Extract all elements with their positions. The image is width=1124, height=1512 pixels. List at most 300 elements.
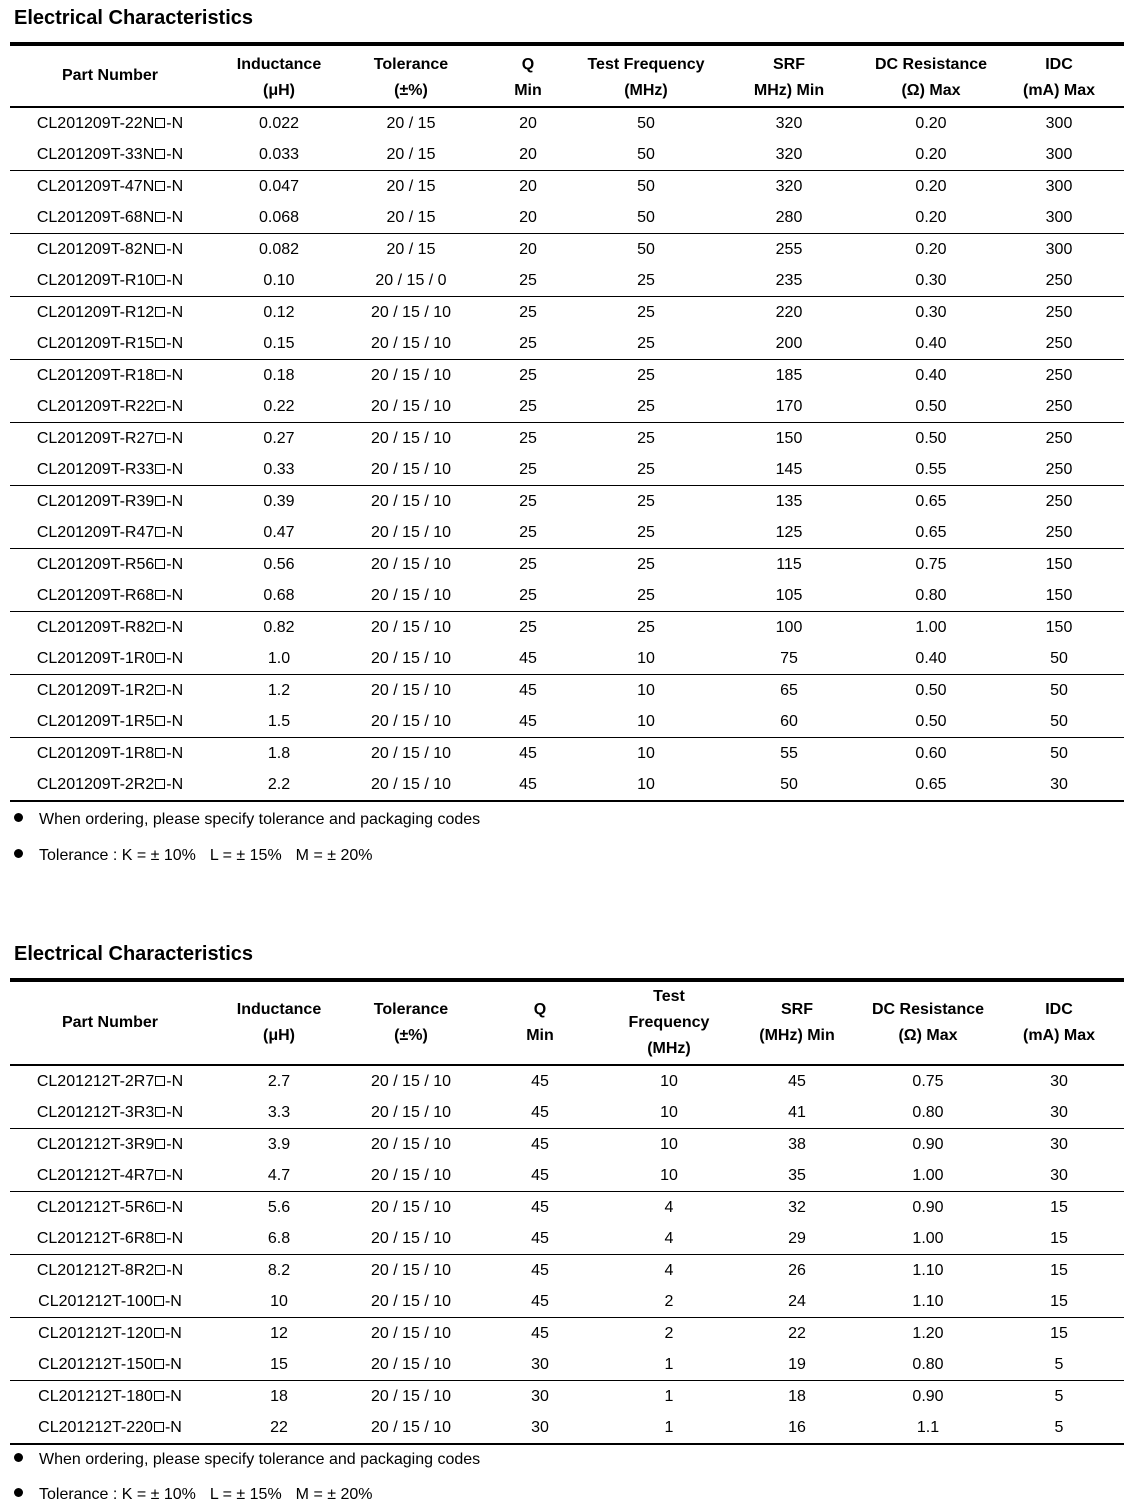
cell-tolerance: 20 / 15 / 10 bbox=[370, 712, 452, 730]
cell-dcr: 0.80 bbox=[912, 1355, 944, 1373]
table-row bbox=[10, 486, 1124, 518]
cell-dcr: 1.00 bbox=[912, 1229, 944, 1247]
cell-tolerance: 20 / 15 / 10 bbox=[370, 1355, 452, 1373]
cell-part-number: CL201209T-R18 -N bbox=[10, 360, 210, 392]
table-row bbox=[10, 1192, 1124, 1224]
cell-inductance: 0.047 bbox=[210, 171, 348, 203]
cell-tolerance: 20 / 15 bbox=[386, 145, 436, 163]
cell-q: 25 bbox=[474, 486, 582, 518]
cell-freq: 50 bbox=[582, 234, 710, 266]
cell-dcr: 1.20 bbox=[862, 1318, 994, 1350]
header-test-frequency-unit: (MHz) bbox=[582, 78, 710, 107]
cell-idc: 250 bbox=[994, 360, 1124, 392]
cell-part-number: CL201209T-1R0 -N bbox=[36, 649, 184, 667]
header-test-frequency: Test Frequency (MHz) bbox=[606, 980, 732, 1065]
table-row bbox=[10, 1349, 1124, 1381]
cell-srf: 18 bbox=[732, 1381, 862, 1413]
tolerance-code-box-icon bbox=[155, 496, 165, 506]
cell-dcr: 0.20 bbox=[915, 114, 947, 132]
cell-srf: 22 bbox=[732, 1318, 862, 1350]
cell-tolerance: 20 / 15 / 0 bbox=[375, 271, 447, 289]
cell-tolerance: 20 / 15 / 10 bbox=[370, 649, 452, 667]
cell-q: 20 bbox=[519, 114, 537, 132]
tolerance-code-box-icon bbox=[155, 716, 165, 726]
table-row bbox=[10, 1286, 1124, 1318]
tolerance-code-box-icon bbox=[155, 118, 165, 128]
cell-dcr: 1.1 bbox=[916, 1418, 940, 1436]
cell-dcr: 1.10 bbox=[862, 1255, 994, 1287]
tolerance-code-box-icon bbox=[155, 559, 165, 569]
table-row bbox=[10, 1065, 1124, 1097]
cell-dcr: 0.75 bbox=[868, 549, 994, 581]
cell-q: 30 bbox=[531, 1355, 549, 1373]
tolerance-code-box-icon bbox=[155, 370, 165, 380]
cell-srf: 16 bbox=[788, 1418, 806, 1436]
electrical-characteristics-table bbox=[10, 978, 1124, 1445]
cell-inductance: 3.9 bbox=[210, 1129, 348, 1161]
cell-srf: 19 bbox=[788, 1355, 806, 1373]
cell-idc: 300 bbox=[1045, 208, 1073, 226]
cell-idc: 15 bbox=[1050, 1229, 1068, 1247]
cell-inductance: 0.27 bbox=[210, 423, 348, 455]
cell-inductance: 5.6 bbox=[210, 1192, 348, 1224]
cell-inductance: 0.10 bbox=[263, 271, 295, 289]
cell-dcr: 0.20 bbox=[915, 145, 947, 163]
cell-tolerance: 20 / 15 / 10 bbox=[348, 1318, 474, 1350]
cell-dcr: 0.90 bbox=[862, 1381, 994, 1413]
cell-srf: 60 bbox=[780, 712, 798, 730]
note-tolerance: Tolerance : K = ± 10% L = ± 15% M = ± 20% bbox=[14, 1485, 372, 1505]
cell-part-number: CL201212T-120 -N bbox=[10, 1318, 210, 1350]
cell-q: 45 bbox=[519, 775, 537, 793]
cell-q: 45 bbox=[474, 675, 582, 707]
table-row bbox=[10, 265, 1124, 297]
cell-part-number: CL201212T-3R3 -N bbox=[36, 1103, 184, 1121]
cell-tolerance: 20 / 15 / 10 bbox=[370, 397, 452, 415]
cell-tolerance: 20 / 15 / 10 bbox=[348, 738, 474, 770]
cell-tolerance: 20 / 15 / 10 bbox=[348, 1192, 474, 1224]
tolerance-code-box-icon bbox=[155, 685, 165, 695]
cell-tolerance: 20 / 15 bbox=[386, 208, 436, 226]
cell-idc: 15 bbox=[1050, 1292, 1068, 1310]
cell-dcr: 0.55 bbox=[915, 460, 947, 478]
cell-q: 25 bbox=[474, 423, 582, 455]
bullet-icon bbox=[14, 813, 23, 822]
cell-freq: 2 bbox=[664, 1292, 674, 1310]
table-row bbox=[10, 107, 1124, 139]
cell-idc: 150 bbox=[994, 549, 1124, 581]
table-row bbox=[10, 1223, 1124, 1255]
cell-inductance: 2.7 bbox=[267, 1072, 291, 1090]
tolerance-code-box-icon bbox=[155, 338, 165, 348]
cell-srf: 145 bbox=[775, 460, 803, 478]
cell-freq: 25 bbox=[582, 297, 710, 329]
tolerance-code-box-icon bbox=[154, 1296, 164, 1306]
cell-idc: 30 bbox=[994, 1129, 1124, 1161]
table-body bbox=[10, 1065, 1124, 1444]
cell-tolerance: 20 / 15 / 10 bbox=[370, 1292, 452, 1310]
cell-tolerance: 20 / 15 / 10 bbox=[370, 460, 452, 478]
cell-inductance: 0.033 bbox=[258, 145, 300, 163]
cell-srf: 135 bbox=[710, 486, 868, 518]
cell-freq: 25 bbox=[637, 334, 655, 352]
cell-inductance: 15 bbox=[270, 1355, 288, 1373]
cell-tolerance: 20 / 15 / 10 bbox=[348, 1255, 474, 1287]
cell-srf: 320 bbox=[775, 145, 803, 163]
table-row bbox=[10, 1255, 1124, 1287]
cell-part-number: CL201209T-R82 -N bbox=[10, 612, 210, 644]
tolerance-code-box-icon bbox=[155, 244, 165, 254]
cell-part-number: CL201212T-5R6 -N bbox=[10, 1192, 210, 1224]
cell-idc: 5 bbox=[1054, 1418, 1064, 1436]
cell-inductance: 8.2 bbox=[210, 1255, 348, 1287]
cell-inductance: 0.56 bbox=[210, 549, 348, 581]
cell-freq: 1 bbox=[606, 1381, 732, 1413]
cell-freq: 10 bbox=[582, 738, 710, 770]
cell-q: 25 bbox=[519, 397, 537, 415]
cell-inductance: 4.7 bbox=[267, 1166, 291, 1184]
cell-q: 45 bbox=[519, 649, 537, 667]
cell-srf: 65 bbox=[710, 675, 868, 707]
cell-inductance: 0.82 bbox=[210, 612, 348, 644]
cell-srf: 55 bbox=[710, 738, 868, 770]
cell-q: 45 bbox=[474, 1192, 606, 1224]
cell-idc: 15 bbox=[994, 1318, 1124, 1350]
cell-tolerance: 20 / 15 / 10 bbox=[370, 1418, 452, 1436]
tolerance-code-box-icon bbox=[155, 1170, 165, 1180]
cell-part-number: CL201209T-R56 -N bbox=[10, 549, 210, 581]
cell-freq: 50 bbox=[637, 145, 655, 163]
cell-srf: 35 bbox=[788, 1166, 806, 1184]
cell-tolerance: 20 / 15 / 10 bbox=[348, 297, 474, 329]
cell-inductance: 0.47 bbox=[263, 523, 295, 541]
cell-part-number: CL201209T-82N -N bbox=[10, 234, 210, 266]
table-row bbox=[10, 1160, 1124, 1192]
cell-dcr: 1.10 bbox=[912, 1292, 944, 1310]
cell-part-number: CL201209T-R39 -N bbox=[10, 486, 210, 518]
cell-q: 45 bbox=[531, 1166, 549, 1184]
cell-freq: 4 bbox=[606, 1192, 732, 1224]
tolerance-code-box-icon bbox=[155, 212, 165, 222]
cell-part-number: CL201209T-R10 -N bbox=[36, 271, 184, 289]
tolerance-code-box-icon bbox=[155, 1202, 165, 1212]
table-row bbox=[10, 706, 1124, 738]
cell-inductance: 1.0 bbox=[267, 649, 291, 667]
cell-dcr: 0.80 bbox=[915, 586, 947, 604]
cell-freq: 25 bbox=[582, 423, 710, 455]
cell-idc: 30 bbox=[1050, 775, 1068, 793]
cell-q: 45 bbox=[474, 1129, 606, 1161]
table-row bbox=[10, 139, 1124, 171]
table-body bbox=[10, 107, 1124, 801]
tolerance-code-box-icon bbox=[155, 622, 165, 632]
cell-idc: 50 bbox=[1050, 649, 1068, 667]
cell-srf: 185 bbox=[710, 360, 868, 392]
cell-srf: 32 bbox=[732, 1192, 862, 1224]
tolerance-code-box-icon bbox=[155, 1076, 165, 1086]
cell-dcr: 0.20 bbox=[915, 208, 947, 226]
cell-dcr: 0.65 bbox=[868, 486, 994, 518]
cell-freq: 1 bbox=[664, 1418, 674, 1436]
cell-srf: 41 bbox=[788, 1103, 806, 1121]
cell-tolerance: 20 / 15 / 10 bbox=[370, 334, 452, 352]
cell-tolerance: 20 / 15 / 10 bbox=[370, 1072, 452, 1090]
cell-idc: 30 bbox=[1050, 1103, 1068, 1121]
cell-q: 20 bbox=[474, 171, 582, 203]
cell-dcr: 0.40 bbox=[868, 360, 994, 392]
header-part-number: Part Number bbox=[10, 980, 210, 1065]
cell-part-number: CL201212T-8R2 -N bbox=[10, 1255, 210, 1287]
header-test-frequency: Test Frequency bbox=[587, 56, 705, 73]
cell-tolerance: 20 / 15 / 10 bbox=[370, 1229, 452, 1247]
cell-q: 25 bbox=[519, 460, 537, 478]
cell-idc: 250 bbox=[1045, 334, 1073, 352]
header-part-number: Part Number bbox=[10, 44, 210, 107]
cell-part-number: CL201209T-R33 -N bbox=[36, 460, 184, 478]
cell-q: 45 bbox=[519, 712, 537, 730]
header-q-unit: Min bbox=[474, 78, 582, 107]
cell-q: 25 bbox=[474, 360, 582, 392]
cell-q: 45 bbox=[531, 1103, 549, 1121]
cell-tolerance: 20 / 15 / 10 bbox=[348, 675, 474, 707]
cell-srf: 280 bbox=[775, 208, 803, 226]
cell-dcr: 0.50 bbox=[868, 675, 994, 707]
bullet-icon bbox=[14, 849, 23, 858]
cell-dcr: 0.40 bbox=[915, 649, 947, 667]
cell-q: 45 bbox=[474, 1255, 606, 1287]
cell-q: 45 bbox=[531, 1229, 549, 1247]
cell-tolerance: 20 / 15 bbox=[348, 171, 474, 203]
cell-srf: 115 bbox=[710, 549, 868, 581]
header-idc: IDC bbox=[1045, 56, 1073, 73]
cell-freq: 50 bbox=[637, 208, 655, 226]
table-row bbox=[10, 171, 1124, 203]
cell-part-number: CL201209T-47N -N bbox=[10, 171, 210, 203]
cell-q: 25 bbox=[519, 523, 537, 541]
cell-freq: 50 bbox=[637, 114, 655, 132]
cell-dcr: 0.65 bbox=[915, 523, 947, 541]
cell-idc: 250 bbox=[994, 423, 1124, 455]
tolerance-code-box-icon bbox=[155, 275, 165, 285]
cell-part-number: CL201212T-180 -N bbox=[10, 1381, 210, 1413]
cell-part-number: CL201212T-4R7 -N bbox=[36, 1166, 184, 1184]
cell-idc: 250 bbox=[1045, 271, 1073, 289]
cell-inductance: 0.022 bbox=[258, 114, 300, 132]
cell-dcr: 0.50 bbox=[868, 423, 994, 455]
header-tolerance-unit: (±%) bbox=[348, 78, 474, 107]
section-title: Electrical Characteristics bbox=[14, 943, 254, 965]
note-tolerance: Tolerance : K = ± 10% L = ± 15% M = ± 20% bbox=[14, 846, 372, 866]
cell-freq: 1 bbox=[664, 1355, 674, 1373]
table-row bbox=[10, 391, 1124, 423]
cell-dcr: 0.80 bbox=[912, 1103, 944, 1121]
cell-tolerance: 20 / 15 / 10 bbox=[370, 1166, 452, 1184]
cell-srf: 200 bbox=[775, 334, 803, 352]
tolerance-code-box-icon bbox=[155, 590, 165, 600]
table-row bbox=[10, 1318, 1124, 1350]
cell-q: 20 bbox=[519, 208, 537, 226]
header-srf: SRF (MHz) Min bbox=[732, 980, 862, 1065]
cell-dcr: 0.50 bbox=[915, 397, 947, 415]
tolerance-code-box-icon bbox=[155, 307, 165, 317]
cell-srf: 320 bbox=[775, 114, 803, 132]
table-row bbox=[10, 1129, 1124, 1161]
cell-dcr: 0.20 bbox=[868, 234, 994, 266]
cell-q: 25 bbox=[474, 549, 582, 581]
cell-idc: 250 bbox=[1045, 460, 1073, 478]
tolerance-code-box-icon bbox=[154, 1328, 164, 1338]
table-row bbox=[10, 675, 1124, 707]
cell-idc: 5 bbox=[1054, 1355, 1064, 1373]
table-row bbox=[10, 1381, 1124, 1413]
header-inductance-unit: (μH) bbox=[210, 78, 348, 107]
bullet-icon bbox=[14, 1453, 23, 1462]
cell-q: 45 bbox=[474, 1318, 606, 1350]
cell-tolerance: 20 / 15 / 10 bbox=[348, 612, 474, 644]
cell-freq: 25 bbox=[582, 612, 710, 644]
cell-dcr: 0.75 bbox=[912, 1072, 944, 1090]
cell-inductance: 1.2 bbox=[210, 675, 348, 707]
cell-freq: 25 bbox=[637, 460, 655, 478]
cell-freq: 10 bbox=[660, 1166, 678, 1184]
table-row bbox=[10, 517, 1124, 549]
cell-dcr: 0.30 bbox=[915, 271, 947, 289]
tolerance-code-box-icon bbox=[155, 149, 165, 159]
cell-freq: 25 bbox=[637, 523, 655, 541]
cell-srf: 26 bbox=[732, 1255, 862, 1287]
cell-idc: 300 bbox=[1045, 114, 1073, 132]
cell-q: 25 bbox=[519, 271, 537, 289]
table-row bbox=[10, 202, 1124, 234]
header-srf-unit: MHz) Min bbox=[710, 78, 868, 107]
cell-freq: 10 bbox=[606, 1129, 732, 1161]
cell-freq: 25 bbox=[637, 397, 655, 415]
cell-srf: 24 bbox=[788, 1292, 806, 1310]
header-dc-resistance-unit: (Ω) Max bbox=[868, 78, 994, 107]
cell-q: 20 bbox=[474, 234, 582, 266]
tolerance-code-box-icon bbox=[155, 779, 165, 789]
cell-tolerance: 20 / 15 / 10 bbox=[348, 360, 474, 392]
cell-inductance: 0.39 bbox=[210, 486, 348, 518]
header-srf: SRF bbox=[773, 56, 805, 73]
tolerance-code-box-icon bbox=[154, 1359, 164, 1369]
cell-tolerance: 20 / 15 / 10 bbox=[348, 486, 474, 518]
cell-tolerance: 20 / 15 / 10 bbox=[348, 549, 474, 581]
tolerance-code-box-icon bbox=[155, 1139, 165, 1149]
table-row bbox=[10, 423, 1124, 455]
cell-srf: 105 bbox=[775, 586, 803, 604]
cell-srf: 170 bbox=[775, 397, 803, 415]
cell-freq: 10 bbox=[637, 712, 655, 730]
cell-freq: 25 bbox=[582, 549, 710, 581]
cell-srf: 150 bbox=[710, 423, 868, 455]
cell-freq: 25 bbox=[637, 271, 655, 289]
cell-idc: 250 bbox=[1045, 523, 1073, 541]
cell-srf: 220 bbox=[710, 297, 868, 329]
header-q: Q Min bbox=[474, 980, 606, 1065]
table-row bbox=[10, 360, 1124, 392]
cell-idc: 150 bbox=[994, 612, 1124, 644]
tolerance-code-box-icon bbox=[155, 1265, 165, 1275]
cell-part-number: CL201212T-6R8 -N bbox=[36, 1229, 184, 1247]
header-inductance: Inductance bbox=[236, 56, 322, 73]
cell-freq: 25 bbox=[582, 486, 710, 518]
cell-srf: 75 bbox=[780, 649, 798, 667]
table-row bbox=[10, 297, 1124, 329]
cell-inductance: 12 bbox=[210, 1318, 348, 1350]
cell-part-number: CL201212T-100 -N bbox=[38, 1292, 182, 1310]
cell-q: 30 bbox=[474, 1381, 606, 1413]
tolerance-code-box-icon bbox=[154, 1422, 164, 1432]
cell-freq: 2 bbox=[606, 1318, 732, 1350]
cell-inductance: 0.22 bbox=[263, 397, 295, 415]
cell-idc: 250 bbox=[994, 297, 1124, 329]
cell-inductance: 0.68 bbox=[263, 586, 295, 604]
cell-inductance: 1.8 bbox=[210, 738, 348, 770]
table-row bbox=[10, 643, 1124, 675]
cell-freq: 10 bbox=[637, 775, 655, 793]
table-row bbox=[10, 769, 1124, 801]
cell-q: 30 bbox=[531, 1418, 549, 1436]
cell-inductance: 0.068 bbox=[258, 208, 300, 226]
tolerance-code-box-icon bbox=[155, 181, 165, 191]
cell-freq: 10 bbox=[660, 1072, 678, 1090]
cell-srf: 320 bbox=[710, 171, 868, 203]
cell-inductance: 0.12 bbox=[210, 297, 348, 329]
table-row bbox=[10, 580, 1124, 612]
tolerance-code-box-icon bbox=[155, 464, 165, 474]
cell-srf: 50 bbox=[780, 775, 798, 793]
cell-inductance: 0.15 bbox=[263, 334, 295, 352]
cell-q: 45 bbox=[474, 738, 582, 770]
cell-idc: 5 bbox=[994, 1381, 1124, 1413]
cell-idc: 50 bbox=[994, 675, 1124, 707]
cell-part-number: CL201209T-33N -N bbox=[36, 145, 184, 163]
cell-idc: 15 bbox=[994, 1255, 1124, 1287]
cell-part-number: CL201209T-22N -N bbox=[36, 114, 184, 132]
cell-dcr: 1.00 bbox=[868, 612, 994, 644]
table-row bbox=[10, 549, 1124, 581]
tolerance-code-box-icon bbox=[155, 401, 165, 411]
cell-inductance: 0.33 bbox=[263, 460, 295, 478]
cell-dcr: 0.90 bbox=[862, 1129, 994, 1161]
cell-srf: 100 bbox=[710, 612, 868, 644]
cell-tolerance: 20 / 15 / 10 bbox=[348, 1129, 474, 1161]
table-row bbox=[10, 234, 1124, 266]
cell-tolerance: 20 / 15 / 10 bbox=[370, 1103, 452, 1121]
cell-part-number: CL201209T-1R8 -N bbox=[10, 738, 210, 770]
cell-idc: 150 bbox=[1045, 586, 1073, 604]
cell-freq: 50 bbox=[582, 171, 710, 203]
tolerance-code-box-icon bbox=[155, 1107, 165, 1117]
cell-freq: 25 bbox=[637, 586, 655, 604]
cell-idc: 30 bbox=[1050, 1072, 1068, 1090]
cell-freq: 4 bbox=[606, 1255, 732, 1287]
cell-dcr: 0.60 bbox=[868, 738, 994, 770]
cell-freq: 25 bbox=[582, 360, 710, 392]
cell-inductance: 2.2 bbox=[267, 775, 291, 793]
cell-q: 25 bbox=[474, 612, 582, 644]
cell-srf: 29 bbox=[788, 1229, 806, 1247]
cell-srf: 235 bbox=[775, 271, 803, 289]
cell-dcr: 0.50 bbox=[915, 712, 947, 730]
table-row bbox=[10, 1412, 1124, 1444]
cell-part-number: CL201209T-1R2 -N bbox=[10, 675, 210, 707]
cell-dcr: 0.20 bbox=[868, 171, 994, 203]
cell-tolerance: 20 / 15 / 10 bbox=[370, 586, 452, 604]
cell-dcr: 0.90 bbox=[862, 1192, 994, 1224]
table-row bbox=[10, 454, 1124, 486]
